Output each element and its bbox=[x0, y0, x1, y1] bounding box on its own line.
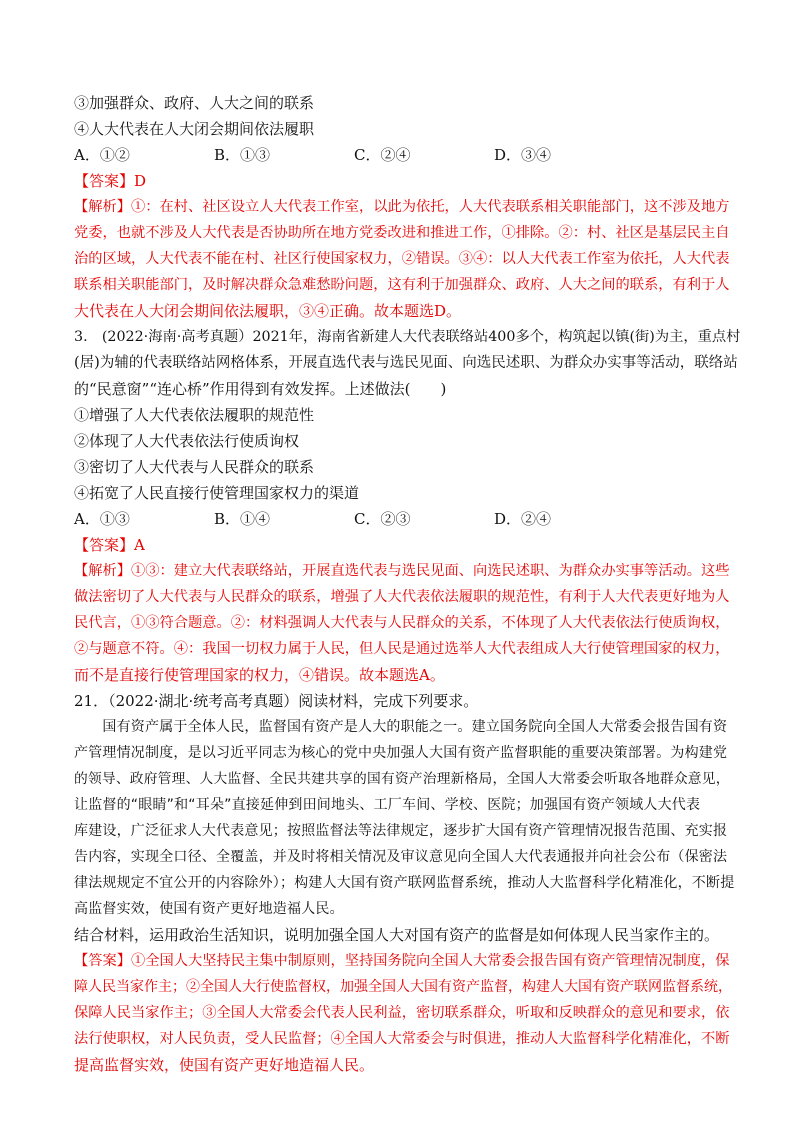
q21-material-line: 产管理情况制度，是以习近平同志为核心的党中央加强人大国有资产监督职能的重要决策部署。为构建党 bbox=[74, 745, 728, 761]
q3-analysis-line: ②与题意不符。④：我国一切权力属于人民，但人民是通过选举人大代表组成人大行使管理国家的权力， bbox=[74, 641, 730, 657]
q3-analysis-line: 做法密切了人大代表与人民群众的联系，增强了人大代表依法履职的规范性，有利于人大代表更好地为人 bbox=[74, 589, 730, 605]
q2-answer: 【答案】D bbox=[74, 172, 147, 190]
q3-option-d: D．②④ bbox=[494, 510, 552, 528]
q2-item-4: ④人大代表在人大闭会期间依法履职 bbox=[74, 120, 315, 138]
q3-stem-line: (居)为辅的代表联络站网格体系，开展直选代表与选民见面、向选民述职、为群众办实事等活动，联络站 bbox=[74, 355, 738, 371]
q21-material-line: 库建设，广泛征求人大代表意见；按照监督法等法律规定，逐步扩大国有资产管理情况报告范围、充实报 bbox=[74, 823, 728, 839]
q21-answer-line: 法行使职权，对人民负责，受人民监督；④全国人大常委会与时俱进，推动人大监督科学化精准化，不断 bbox=[74, 1031, 730, 1047]
q2-analysis-line: 大代表在人大闭会期间依法履职，③④正确。故本题选D。 bbox=[74, 302, 462, 320]
q21-answer-line: 障人民当家作主；②全国人大行使监督权，加强全国人大国有资产监督，构建人大国有资产联网监督系统， bbox=[74, 979, 732, 995]
q3-analysis-line: 民代言，①③符合题意。②：材料强调人大代表与人民群众的关系，不体现了人大代表依法行使质询权， bbox=[74, 615, 730, 631]
q3-option-c: C．②③ bbox=[354, 510, 411, 528]
q21-material-line: 高监督实效，使国有资产更好地造福人民。 bbox=[74, 901, 344, 917]
q21-stem: 21．（2022·湖北·统考高考真题）阅读材料，完成下列要求。 bbox=[74, 692, 479, 710]
q2-option-b: B．①③ bbox=[214, 146, 271, 164]
q2-analysis-line: 联系相关职能部门，及时解决群众急难愁盼问题，这有利于加强群众、政府、人大之间的联系，有利于人 bbox=[74, 277, 730, 293]
q3-stem-line: 的“民意窗”“连心桥”作用得到有效发挥。上述做法( ) bbox=[74, 380, 447, 398]
q21-material-line: 的领导、政府管理、人大监督、全民共建共享的国有资产治理新格局，全国人大常委会听取各地群众意见， bbox=[74, 771, 730, 787]
q3-option-a: A．①③ bbox=[74, 510, 130, 528]
q21-answer-line: 保障人民当家作主；③全国人大常委会代表人民利益，密切联系群众，听取和反映群众的意见和要求，依 bbox=[74, 1005, 730, 1021]
q2-analysis-line: 治的区域，人大代表不能在村、社区行使国家权力，②错误。③④：以人大代表工作室为依托，人大代表 bbox=[74, 251, 730, 267]
q21-material-line: 律法规规定不宜公开的内容除外）；构建人大国有资产联网监督系统，推动人大监督科学化精准化，不断提 bbox=[74, 875, 735, 891]
q3-analysis-line: 【解析】①③：建立大代表联络站，开展直选代表与选民见面、向选民述职、为群众办实事等活动。这些 bbox=[74, 563, 730, 579]
q2-analysis-line: 【解析】①：在村、社区设立人大代表工作室，以此为依托，人大代表联系相关职能部门，这不涉及地方 bbox=[74, 199, 730, 215]
q2-option-c: C．②④ bbox=[354, 146, 411, 164]
q21-material-line: 让监督的“眼睛”和“耳朵”直接延伸到田间地头、工厂车间、学校、医院；加强国有资产领域人大代表 bbox=[74, 797, 701, 813]
q21-answer-line: 提高监督实效，使国有资产更好地造福人民。 bbox=[74, 1056, 375, 1074]
q21-answer-line: 【答案】①全国人大坚持民主集中制原则，坚持国务院向全国人大常委会报告国有资产管理情况制度，保 bbox=[74, 953, 730, 969]
q3-item-3: ③密切了人大代表与人民群众的联系 bbox=[74, 458, 315, 476]
q2-option-d: D．③④ bbox=[494, 146, 552, 164]
q21-material-line: 国有资产属于全体人民，监督国有资产是人大的职能之一。建立国务院向全国人大常委会报告国有资 bbox=[74, 719, 728, 735]
q3-option-b: B．①④ bbox=[214, 510, 271, 528]
q2-item-3: ③加强群众、政府、人大之间的联系 bbox=[74, 94, 315, 112]
q3-analysis-line: 而不是直接行使管理国家的权力，④错误。故本题选A。 bbox=[74, 666, 445, 684]
q3-item-2: ②体现了人大代表依法行使质询权 bbox=[74, 432, 300, 450]
q3-stem-line: 3. (2022·海南·高考真题）2021年，海南省新建人大代表联络站400多个，构筑起以镇(街)为主，重点村 bbox=[74, 329, 741, 345]
q2-analysis-line: 党委，也就不涉及人大代表是否协助所在地方党委改进和推进工作，①排除。②：村、社区是基层民主自 bbox=[74, 225, 730, 241]
q2-option-a: A．①② bbox=[74, 146, 130, 164]
q21-question: 结合材料，运用政治生活知识，说明加强全国人大对国有资产的监督是如何体现人民当家作主的。 bbox=[74, 926, 720, 944]
q3-item-4: ④拓宽了人民直接行使管理国家权力的渠道 bbox=[74, 484, 360, 502]
q3-item-1: ①增强了人大代表依法履职的规范性 bbox=[74, 406, 315, 424]
q21-material-line: 告内容，实现全口径、全覆盖，并及时将相关情况及审议意见向全国人大代表通报并向社会公布（保密法 bbox=[74, 849, 728, 865]
q3-answer: 【答案】A bbox=[74, 536, 145, 554]
